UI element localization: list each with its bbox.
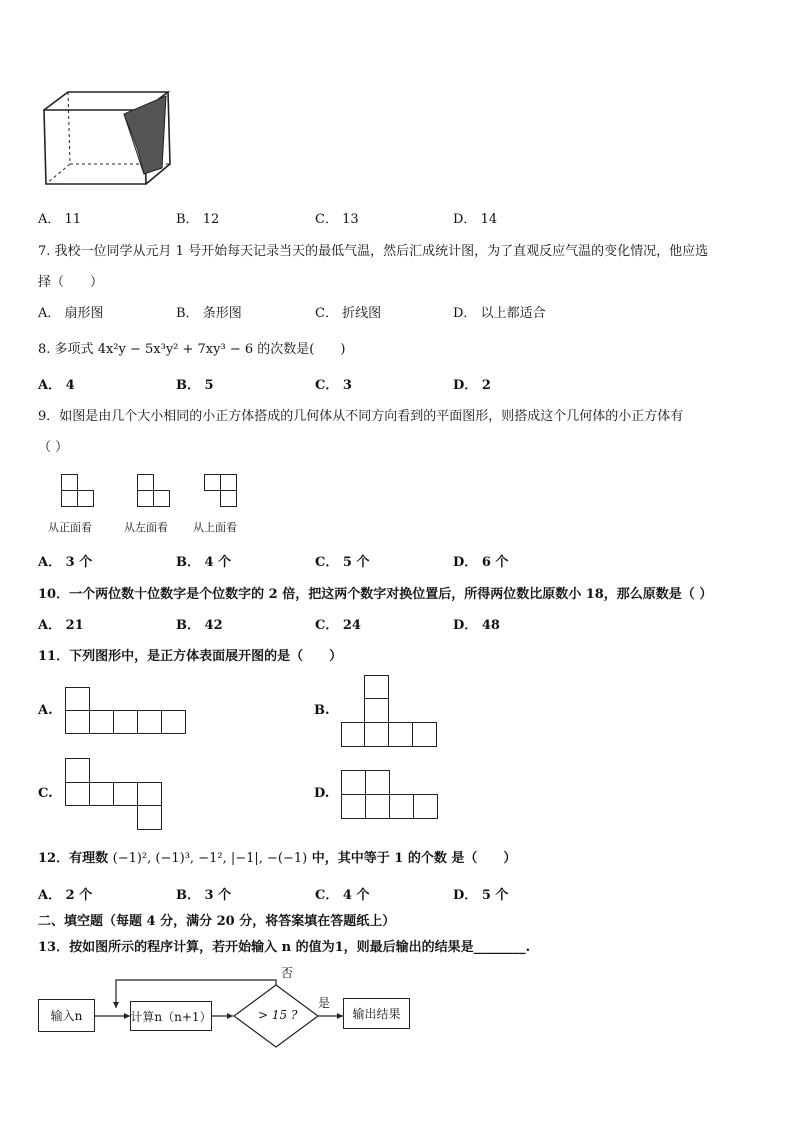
q10-option-c[interactable]: C． 24 (315, 618, 361, 633)
q11-stem: 11．下列图形中，是正方体表面展开图的是（ ） (38, 649, 343, 664)
q7-stem-line1: 7. 我校一位同学从元月 1 号开始每天记录当天的最低气温，然后汇成统计图，为了直观反应气温的变化情况，他应选 (38, 244, 709, 259)
q12-option-c[interactable]: C． 4 个 (315, 888, 370, 903)
flow-output-box (343, 998, 410, 1029)
q12-numbers: (−1)², (−1)³, −1², |−1|, −(−1) (112, 851, 308, 866)
q9-option-a[interactable]: A． 3 个 (38, 555, 93, 570)
q12-option-b[interactable]: B． 3 个 (176, 888, 232, 903)
q6-option-d[interactable]: D． 14 (453, 212, 498, 227)
q9-caption-left: 从左面看 (124, 521, 168, 534)
flow-compute-label: 计算n（n+1） (130, 1009, 212, 1024)
q10-option-b[interactable]: B． 42 (176, 618, 223, 633)
q9-stem-line1: 9．如图是由几个大小相同的小正方体搭成的几何体从不同方向看到的平面图形，则搭成这个几何体的小正方体有 (38, 409, 684, 424)
flow-no-label: 否 (281, 966, 294, 980)
q10-stem: 10．一个两位数十位数字是个位数字的 2 倍，把这两个数字对换位置后，所得两位数比原数小 18，那么原数是（ ） (38, 587, 713, 602)
q11-label-c[interactable]: C. (38, 786, 53, 801)
q11-label-d[interactable]: D. (314, 786, 330, 801)
q6-option-a[interactable]: A． 11 (38, 212, 82, 227)
q6-option-b[interactable]: B． 12 (176, 212, 220, 227)
q8-prefix: 8. 多项式 (38, 342, 94, 357)
q8-option-a[interactable]: A． 4 (38, 378, 75, 393)
q8-option-d[interactable]: D． 2 (453, 378, 491, 393)
q12-option-a[interactable]: A． 2 个 (38, 888, 93, 903)
q10-option-a[interactable]: A． 21 (38, 618, 84, 633)
flow-input-label: 输入n (50, 1009, 83, 1023)
q8-suffix: 的次数是( ) (257, 342, 346, 357)
q8-option-b[interactable]: B． 5 (176, 378, 214, 393)
q11-label-b[interactable]: B. (314, 703, 330, 718)
flow-condition-label: > 15 ? (258, 1008, 298, 1022)
q9-caption-top: 从上面看 (193, 521, 237, 534)
q7-option-a[interactable]: A． 扇形图 (38, 306, 104, 321)
q7-stem-line2: 择（ ） (38, 275, 104, 290)
q13-stem: 13．按如图所示的程序计算，若开始输入 n 的值为1，则最后输出的结果是________. (38, 940, 531, 955)
q9-stem-line2: （ ） (38, 440, 69, 455)
flow-compute-box (130, 1001, 212, 1031)
q7-option-c[interactable]: C． 折线图 (315, 306, 382, 321)
q6-option-c[interactable]: C． 13 (315, 212, 359, 227)
q12-prefix: 12．有理数 (38, 851, 109, 866)
q7-option-d[interactable]: D． 以上都适合 (453, 306, 546, 321)
q9-option-b[interactable]: B． 4 个 (176, 555, 232, 570)
q9-option-d[interactable]: D． 6 个 (453, 555, 509, 570)
q12-suffix: 中，其中等于 1 的个数 是（ ） (311, 851, 517, 866)
q11-label-a[interactable]: A. (38, 703, 53, 718)
flow-input-box (38, 999, 95, 1032)
q7-option-b[interactable]: B． 条形图 (176, 306, 242, 321)
q12-option-d[interactable]: D． 5 个 (453, 888, 509, 903)
section-2-title: 二、填空题（每题 4 分，满分 20 分，将答案填在答题纸上） (38, 914, 396, 929)
flow-yes-label: 是 (318, 996, 331, 1010)
q8-option-c[interactable]: C． 3 (315, 378, 352, 393)
q10-option-d[interactable]: D． 48 (453, 618, 500, 633)
q8-polynomial: 4x²y − 5x³y² + 7xy³ − 6 (97, 342, 254, 357)
q9-caption-front: 从正面看 (48, 521, 92, 534)
q9-option-c[interactable]: C． 5 个 (315, 555, 370, 570)
flow-output-label: 输出结果 (352, 1007, 401, 1021)
